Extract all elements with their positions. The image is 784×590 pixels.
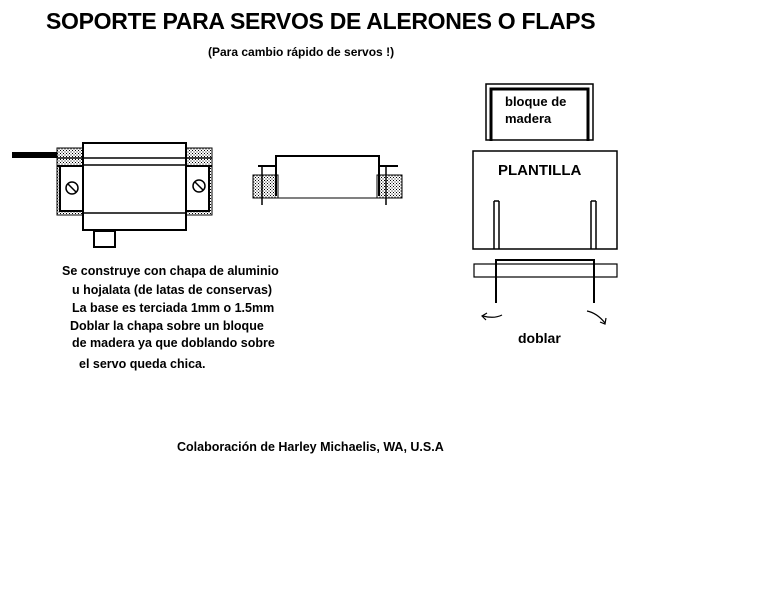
bend-label: doblar xyxy=(518,330,561,346)
description-line-4: Doblar la chapa sobre un bloque xyxy=(70,319,264,333)
bent-sheet-profile xyxy=(258,156,398,166)
servo-mount-drawing xyxy=(12,143,212,247)
servo-body xyxy=(83,143,186,230)
page-subtitle: (Para cambio rápido de servos !) xyxy=(208,45,395,59)
page-title: SOPORTE PARA SERVOS DE ALERONES O FLAPS xyxy=(46,8,596,34)
template-label: PLANTILLA xyxy=(498,162,582,179)
description-line-6: el servo queda chica. xyxy=(79,357,206,371)
right-bend-arrow xyxy=(587,311,605,323)
credit-line: Colaboración de Harley Michaelis, WA, U.S.A xyxy=(177,440,444,454)
servo-output-shaft xyxy=(94,231,115,247)
wood-block-label-line-1: bloque de xyxy=(505,94,567,109)
description-line-1: Se construye con chapa de aluminio xyxy=(62,264,279,278)
servo-cable xyxy=(12,152,60,158)
description-line-2: u hojalata (de latas de conservas) xyxy=(72,283,273,297)
left-base-block xyxy=(253,175,278,198)
description-line-3: La base es terciada 1mm o 1.5mm xyxy=(72,301,275,315)
left-bend-arrow xyxy=(483,315,502,317)
description-line-5: de madera ya que doblando sobre xyxy=(72,336,275,350)
bracket-side-view xyxy=(253,156,402,205)
wood-block-label-line-2: madera xyxy=(505,111,552,126)
right-base-block xyxy=(377,175,402,198)
